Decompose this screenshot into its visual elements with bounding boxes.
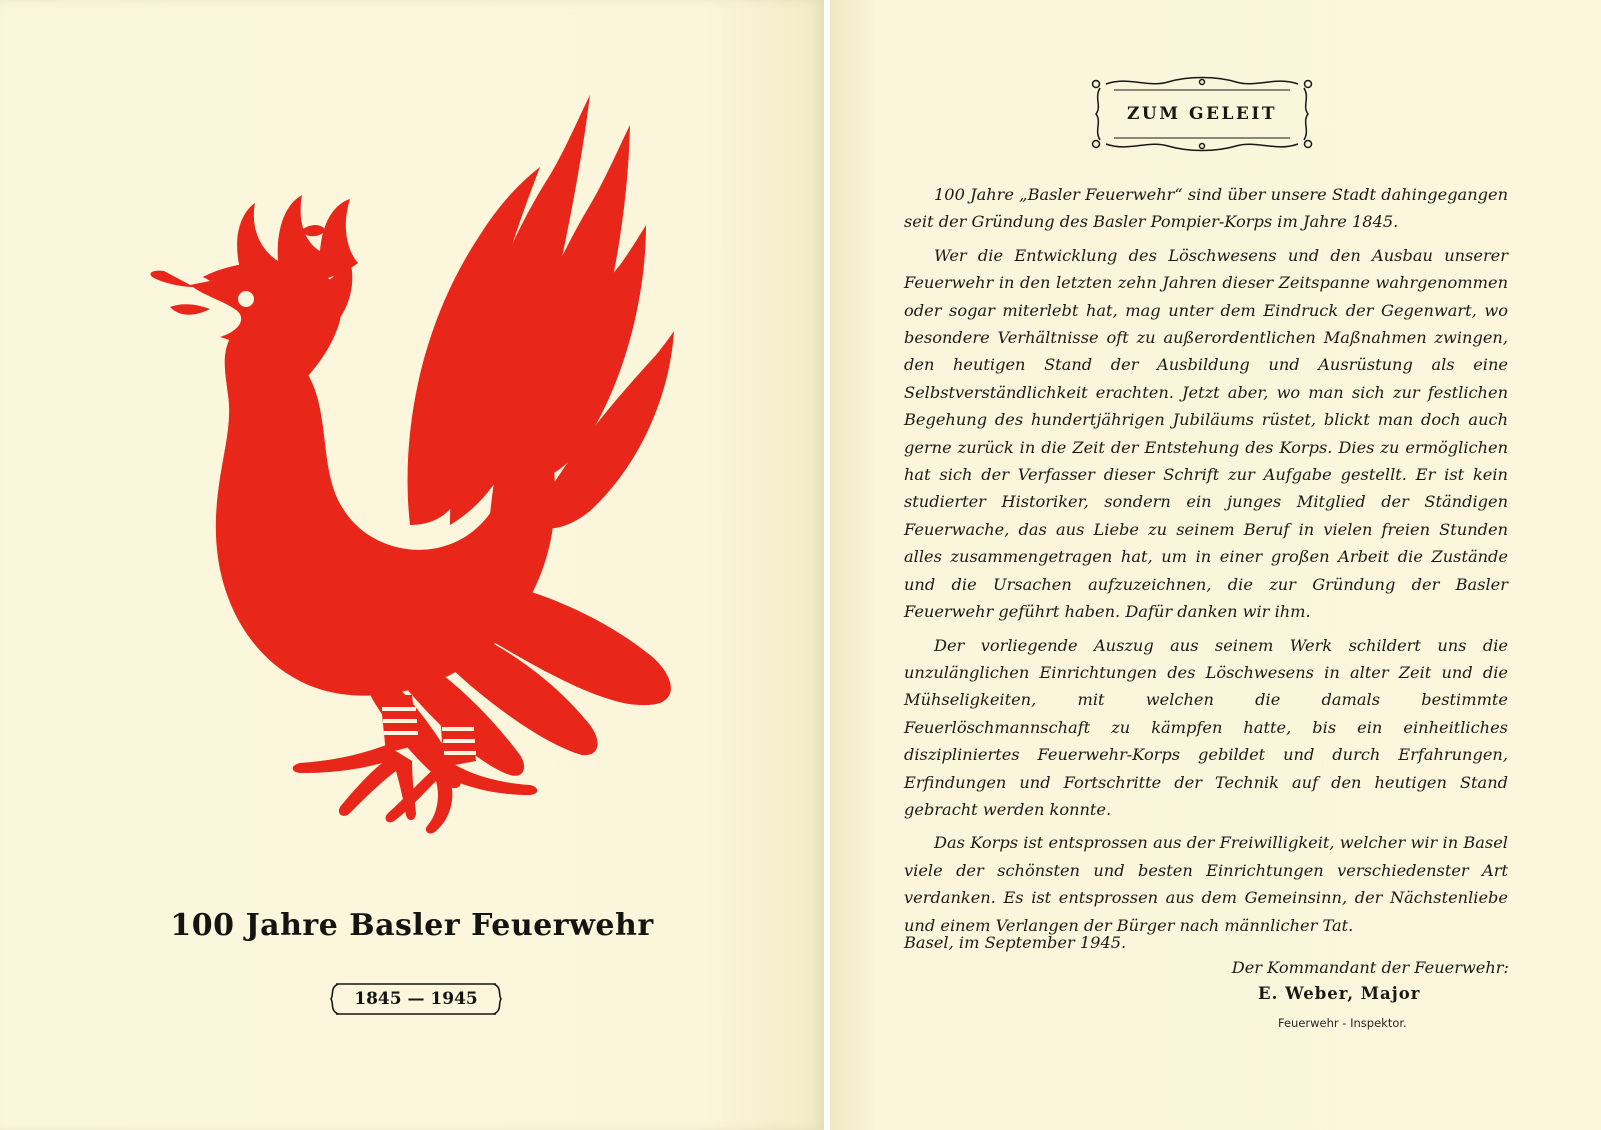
foreword-paragraph-4: Das Korps ist entsprossen aus der Freiwilligkeit, welcher wir in Basel viele der schönsten und besten Einrichtungen verschiedenster Art verdanken. Es ist entsprossen aus dem Gemeinsinn, der Nächstenliebe und einem Verlangen der Bürger nach männlicher Tat.: [904, 833, 1508, 935]
signature-title: Feuerwehr - Inspektor.: [1278, 1016, 1407, 1030]
cover-title: 100 Jahre Basler Feuerwehr: [170, 908, 654, 943]
signature-role: Der Kommandant der Feuerwehr:: [1231, 958, 1509, 977]
heading-cartouche: [1088, 74, 1316, 154]
foreword-paragraph-1: 100 Jahre „Basler Feuerwehr“ sind über unsere Stadt dahingegangen seit der Gründung des Basler Pompier-Korps im Jahre 1845.: [904, 185, 1508, 232]
place-date: Basel, im September 1945.: [904, 933, 1127, 952]
cover-years: 1845 — 1945: [354, 989, 478, 1009]
signature-name: E. Weber, Major: [1258, 984, 1421, 1003]
years-plaque: [328, 978, 504, 1020]
rooster-emblem: [150, 55, 690, 845]
foreword-body: [904, 181, 1508, 939]
foreword-paragraph-3: Der vorliegende Auszug aus seinem Werk schildert uns die unzulänglichen Einrichtungen des Löschwesens in alter Zeit und die Mühseligkeiten, mit welchen die damals bestimmte Feuerlöschmannschaft zu kämpfen hatte, bis ein einheitliches diszipliniertes Feuerwehr-Korps gebildet und durch Erfahrungen, Erfindungen und Fortschritte der Technik auf den heutigen Stand gebracht werden konnte.: [904, 635, 1508, 819]
foreword-heading: ZUM GELEIT: [1127, 104, 1277, 124]
foreword-paragraph-2: Wer die Entwicklung des Löschwesens und den Ausbau unserer Feuerwehr in den letzten zehn Jahren dieser Zeitspanne wahrgenommen oder sogar miterlebt hat, mag unter dem Eindruck der Gegenwart, wo besondere Verhältnisse oft zu außerordentlichen Maßnahmen zwingen, den heutigen Stand der Ausbildung und Ausrüstung als eine Selbstverständlichkeit erachten. Jetzt aber, wo man sich zur festlichen Begehung des hundertjährigen Jubiläums rüstet, blickt man doch auch gerne zurück in die Zeit der Entstehung des Korps. Dies zu ermöglichen hat sich der Verfasser dieser Schrift zur Aufgabe gestellt. Er ist kein studierter Historiker, sondern ein junges Mitglied der Ständigen Feuerwache, das aus Liebe zu seinem Beruf in vielen freien Stunden alles zusammengetragen hat, um in einer großen Arbeit die Zustände und die Ursachen aufzuzeichnen, die zur Gründung der Basler Feuerwehr geführt haben. Dafür danken wir ihm.: [904, 245, 1508, 622]
